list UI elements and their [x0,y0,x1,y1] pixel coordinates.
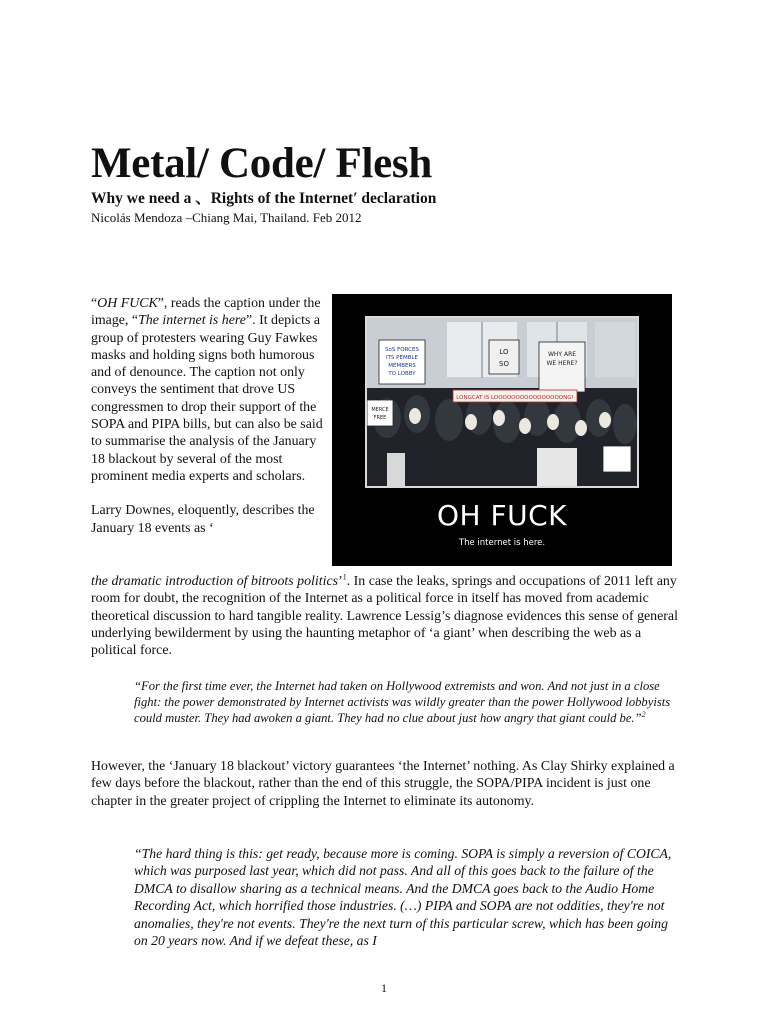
document-subtitle: Why we need a 、Rights of the Internet′ declaration [91,190,437,207]
downes-paragraph-start [91,502,331,537]
svg-text:LONGCAT IS LOOOOOOOOOOOOOOOONG: LONGCAT IS LOOOOOOOOOOOOOOOONG! [456,395,574,401]
svg-text:MEMBERS: MEMBERS [388,363,416,369]
downes-text-3: . In case the leaks, springs and occupations of 2011 left any room for doubt, the recognition of the Internet as a political force in itself has moved from academic theoretical discussion to hard tangible reality. Lawrence Lessig’s diagnose evidences this sense of general underlying bewilderment by using the haunting metaphor of ‘a giant’ when describing the web as a political force. [91,574,678,659]
poster-subcaption: The internet is here. [458,538,546,548]
intro-text-1: ”, reads the caption under the image, “ [91,296,321,329]
lessig-quote-text: “For the first time ever, the Internet had taken on Hollywood extremists and won. And not just in a close fight: the power demonstrated by Internet activists was wildly greater than the power Hollywood lobbyists could muster. They had awoken a giant. They had no clue about just how angry that giant could be.” [134,679,671,726]
shirky-quote: “The hard thing is this: get ready, because more is coming. SOPA is simply a reversion of COICA, which was purposed last year, which did not pass. And all of this goes back to the failure of the DMCA to disallow sharing as a technical means. And the DMCA goes back to the Audio Home Recording Act, which horrified those industries. (…) PIPA and SOPA are not oddities, they're not anomalies, they're not events. They're the next turn of this particular screw, which has been going on 20 years now. And if we defeat these, as I [134,846,672,949]
document-title: Metal/ Code/ Flesh [91,140,432,187]
document-byline: Nicolás Mendoza –Chiang Mai, Thailand. Feb 2012 [91,210,362,225]
demotivational-poster [332,294,672,566]
svg-text:ITS PEMBLE: ITS PEMBLE [385,355,419,361]
svg-text:WE HERE?: WE HERE? [546,360,578,367]
intro-column [91,295,331,537]
italic-internet-here: The internet is here [138,313,246,329]
svg-text:SO: SO [499,360,509,368]
lessig-quote [134,678,682,727]
downes-paragraph-body [91,573,681,659]
svg-text:TO LOBBY: TO LOBBY [388,371,416,377]
svg-text:LO: LO [499,348,509,356]
italic-oh-fuck: OH FUCK [97,296,158,311]
footnote-ref-1[interactable]: 1 [342,572,347,582]
downes-text-1: Larry Downes, eloquently, describes the January 18 events as ‘ [91,503,315,536]
page-number: 1 [381,981,387,995]
intro-paragraph [91,295,331,485]
italic-bitroots: the dramatic introduction of bitroots politics [91,574,339,589]
open-quote: “ [91,296,98,311]
footnote-ref-2[interactable]: 2 [641,710,646,720]
intro-text-2: ”. It depicts a group of protesters wearing Guy Fawkes masks and holding signs both humorous and of denounce. The caption not only conveys the sentiment that drove US congressmen to drop their support of the SOPA and PIPA bills, but can also be said to summarise the analysis of the January 18 blackout by several of the most prominent media experts and scholars. [91,313,323,484]
shirky-paragraph: However, the ‘January 18 blackout’ victory guarantees ‘the Internet’ nothing. As Clay Shirky explained a few days before the blackout, rather than the end of this struggle, the SOPA/PIPA incident is just one chapter in the greater project of crippling the Internet to eliminate its autonomy. [91,759,675,809]
poster-caption: OH FUCK [436,499,567,532]
protest-scene-illustration [367,318,637,486]
protest-photo [365,316,639,488]
sign-1-text: SoS FORCES [385,347,419,353]
svg-text:FREE: FREE [373,415,387,421]
paragraph-gap [91,485,331,502]
svg-text:MERCE: MERCE [371,407,389,413]
downes-paragraph-continued [91,573,681,659]
downes-text-2: ’ [338,574,343,589]
svg-text:WHY ARE: WHY ARE [547,351,577,358]
